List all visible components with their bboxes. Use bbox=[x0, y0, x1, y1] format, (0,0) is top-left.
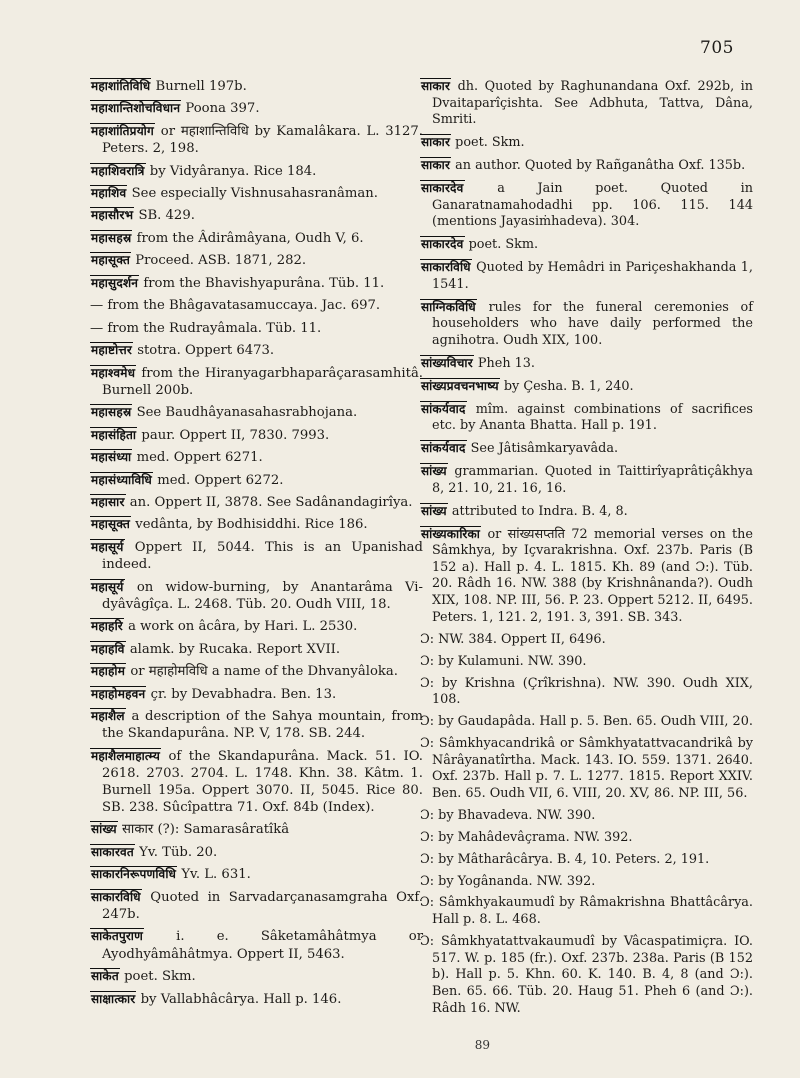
entry-headword: महासूक्त bbox=[91, 517, 131, 532]
entry-headword: महासार bbox=[91, 495, 125, 510]
entry-text: Proceed. ASB. 1871, 282. bbox=[135, 253, 307, 269]
catalogue-entry bbox=[420, 440, 753, 458]
entry-headword: साकार bbox=[421, 79, 451, 93]
entry-headword: साकारविधि bbox=[421, 260, 471, 275]
catalogue-entry bbox=[420, 736, 753, 803]
entry-headword: सांख्य bbox=[421, 464, 447, 479]
entry-text: çr. by Devabhadra. Ben. 13. bbox=[150, 686, 337, 702]
catalogue-entry bbox=[90, 748, 423, 817]
entry-headword: महाशान्तिशोचविधान bbox=[91, 101, 181, 116]
entry-headword: महासंध्याविधि bbox=[91, 472, 153, 487]
entry-text: an author. Quoted by Rañganâtha Oxf. 135b. bbox=[455, 158, 746, 174]
entry-text: alamk. by Rucaka. Report XVII. bbox=[129, 641, 341, 657]
catalogue-entry bbox=[420, 134, 753, 152]
entry-text: Poona 397. bbox=[185, 101, 260, 117]
entry-text: from the Hiranyagarbhaparâçarasamhitâ. Burnell 200b. bbox=[102, 365, 423, 398]
catalogue-entry bbox=[420, 852, 753, 869]
entry-text: See Baudhâyanasahasrabhojana. bbox=[136, 405, 358, 421]
catalogue-entry bbox=[420, 378, 753, 396]
catalogue-entry bbox=[420, 463, 753, 497]
entry-headword: महाशैलमाहात्म्य bbox=[91, 748, 160, 763]
entry-text: Yv. Tüb. 20. bbox=[139, 844, 218, 860]
entry-text: mîm. against combinations of sacrifices etc. by Ananta Bhatta. Hall p. 191. bbox=[432, 401, 753, 434]
catalogue-entry bbox=[90, 494, 423, 511]
entry-text: i. e. Sâketamâhâtmya or Ayodhyâmâhâtmya. Oppert II, 5463. bbox=[102, 929, 423, 962]
entry-headword: साकारवत bbox=[91, 844, 134, 859]
entry-text: See especially Vishnusahasranâman. bbox=[131, 185, 378, 201]
catalogue-entry bbox=[420, 355, 753, 373]
catalogue-entry bbox=[420, 676, 753, 709]
entry-text: by Çesha. B. 1, 240. bbox=[503, 378, 634, 394]
entry-text: a description of the Sahya mountain, from the Skandapurâna. NP. V, 178. SB. 244. bbox=[102, 708, 423, 742]
entry-text: Ɔ: by Bhavadeva. NW. 390. bbox=[420, 807, 596, 823]
entry-text: stotra. Oppert 6473. bbox=[137, 343, 275, 359]
catalogue-entry bbox=[420, 157, 753, 175]
entry-text: vedânta, by Bodhisiddhi. Rice 186. bbox=[135, 517, 368, 533]
entry-headword: महासंहिता bbox=[91, 427, 137, 442]
entry-text: an. Oppert II, 3878. See Sadânandagirîya. bbox=[129, 495, 413, 511]
entry-headword: सांकर्यवाद bbox=[421, 401, 466, 416]
catalogue-entry bbox=[90, 252, 423, 269]
catalogue-entry bbox=[420, 714, 753, 731]
entry-text: attributed to Indra. B. 4, 8. bbox=[451, 503, 628, 519]
entry-text: Ɔ: Sâmkhyatattvakaumudî by Vâcaspatimiçra. IO. 517. W. p. 185 (fr.). Oxf. 237b. 238a. Paris (B 152 b). Hall p. 5. Khn. 60. K. 140. B. 4, 8 (and Ɔ:). Ben. 65. 66. Tüb. 20. Haug 51. Pheh 6 (and Ɔ:). Râdh 16. NW. bbox=[420, 934, 753, 1016]
entry-text: साकार (?): Samarasâratîkâ bbox=[122, 822, 290, 838]
entry-headword: साकारविधि bbox=[91, 889, 141, 904]
catalogue-entry bbox=[90, 618, 423, 635]
entry-text: — from the Rudrayâmala. Tüb. 11. bbox=[90, 320, 322, 336]
catalogue-entry bbox=[420, 830, 753, 847]
entry-text: SB. 429. bbox=[138, 208, 195, 224]
catalogue-entry bbox=[90, 821, 423, 838]
catalogue-entry bbox=[420, 934, 753, 1017]
catalogue-entry bbox=[90, 123, 423, 157]
entry-text: or महाहोमविधि a name of the Dhvanyâloka. bbox=[130, 664, 398, 680]
entry-text: on widow-burning, by Anantarâma Vidyâvâgîça. L. 2468. Tüb. 20. Oudh VIII, 18. bbox=[102, 579, 423, 612]
entry-headword: महाहोम bbox=[91, 664, 126, 679]
entry-headword: महाष्टोत्तर bbox=[91, 343, 132, 358]
entry-headword: साकारदेव bbox=[421, 237, 464, 252]
catalogue-entry bbox=[90, 663, 423, 680]
catalogue-entry bbox=[90, 100, 423, 117]
catalogue-entry bbox=[420, 874, 753, 891]
entry-headword: महासुदर्शन bbox=[91, 275, 139, 290]
catalogue-entry bbox=[90, 708, 423, 742]
entry-headword: सांख्य bbox=[91, 822, 117, 837]
catalogue-entry bbox=[90, 404, 423, 421]
entry-headword: महाशांतिविधि bbox=[91, 79, 151, 93]
catalogue-entry bbox=[420, 526, 753, 627]
entry-text: from the Bhavishyapurâna. Tüb. 11. bbox=[143, 275, 385, 291]
entry-text: by Vidyâranya. Rice 184. bbox=[149, 163, 317, 179]
entry-headword: महासहस्र bbox=[91, 405, 132, 420]
catalogue-entry bbox=[420, 654, 753, 671]
catalogue-entry bbox=[90, 928, 423, 962]
entry-text: paur. Oppert II, 7830. 7993. bbox=[141, 427, 330, 443]
catalogue-entry bbox=[90, 968, 423, 985]
entry-text: Ɔ: by Gaudapâda. Hall p. 5. Ben. 65. Oudh VIII, 20. bbox=[420, 714, 753, 730]
entry-text: Ɔ: by Yogânanda. NW. 392. bbox=[420, 873, 596, 889]
entry-headword: महासूक्त bbox=[91, 253, 131, 268]
catalogue-entry bbox=[420, 236, 753, 254]
catalogue-entry bbox=[90, 427, 423, 444]
entry-text: Ɔ: by Krishna (Çrîkrishna). NW. 390. Oudh XIX, 108. bbox=[420, 675, 753, 708]
entry-text: poet. Skm. bbox=[468, 237, 539, 253]
entry-headword: सांख्यप्रवचनभाष्य bbox=[421, 378, 499, 393]
entry-headword: साकारदेव bbox=[421, 181, 464, 196]
entry-headword: महाश्वमेध bbox=[91, 365, 136, 380]
catalogue-entry bbox=[90, 539, 423, 573]
entry-headword: महासंध्या bbox=[91, 450, 132, 465]
entry-headword: साग्निकविधि bbox=[421, 299, 476, 314]
catalogue-entry bbox=[420, 503, 753, 521]
catalogue-entry bbox=[90, 320, 423, 337]
entry-headword: साक्षात्कार bbox=[91, 991, 136, 1006]
entry-headword: महाशैल bbox=[91, 708, 125, 723]
entry-text: med. Oppert 6272. bbox=[157, 472, 284, 488]
catalogue-entry bbox=[90, 163, 423, 180]
entry-text: poet. Skm. bbox=[455, 135, 525, 151]
catalogue-entry bbox=[420, 808, 753, 825]
entry-headword: साकार bbox=[421, 158, 451, 173]
catalogue-entry bbox=[90, 516, 423, 533]
catalogue-entry bbox=[420, 299, 753, 350]
entry-headword: साकारनिरूपणविधि bbox=[91, 867, 177, 882]
catalogue-entry bbox=[90, 472, 423, 489]
entry-headword: महासहस्र bbox=[91, 230, 132, 245]
page-number: 705 bbox=[700, 38, 734, 58]
catalogue-entry bbox=[420, 78, 753, 129]
catalogue-entry bbox=[90, 866, 423, 883]
entry-text: poet. Skm. bbox=[124, 969, 196, 985]
entry-headword: महाहरि bbox=[91, 619, 123, 634]
entry-headword: साकार bbox=[421, 135, 451, 150]
entry-text: Quoted by Hemâdri in Pariçeshakhanda 1, 1541. bbox=[432, 260, 753, 292]
entry-text: Quoted in Sarvadarçanasamgraha Oxf. 247b. bbox=[102, 889, 423, 922]
entry-text: rules for the funeral ceremonies of householders who have daily performed the agnihotra. Oudh XIX, 100. bbox=[432, 299, 753, 348]
entry-headword: सांख्यविचार bbox=[421, 355, 473, 370]
catalogue-entry bbox=[90, 297, 423, 314]
entry-headword: सांख्य bbox=[421, 503, 447, 518]
catalogue-entry bbox=[90, 78, 423, 95]
catalogue-entry bbox=[90, 275, 423, 292]
entry-headword: सांकर्यवाद bbox=[421, 441, 466, 456]
catalogue-entry bbox=[90, 230, 423, 247]
catalogue-entry bbox=[90, 342, 423, 359]
entry-text: Ɔ: Sâmkhyakaumudî by Râmakrishna Bhattâcârya. Hall p. 8. L. 468. bbox=[420, 895, 753, 928]
entry-text: dh. Quoted by Raghunandana Oxf. 292b, in Dvaitaparîçishta. See Adbhuta, Tattva, Dâna, Smriti. bbox=[432, 79, 753, 128]
entry-text: Ɔ: by Kulamuni. NW. 390. bbox=[420, 653, 587, 669]
entry-text: grammarian. Quoted in Taittirîyaprâtiçâkhya 8, 21. 10, 21. 16, 16. bbox=[432, 464, 753, 496]
catalogue-entry bbox=[90, 579, 423, 613]
catalogue-entry bbox=[90, 686, 423, 703]
entry-text: a Jain poet. Quoted in Ganaratnamahodadhi pp. 106. 115. 144 (mentions Jayasiṁhadeva). 304. bbox=[432, 181, 753, 230]
entry-text: Ɔ: by Mahâdevâçrama. NW. 392. bbox=[420, 829, 633, 845]
catalogue-entry bbox=[90, 889, 423, 923]
entry-headword: महाहवि bbox=[91, 641, 125, 656]
catalogue-entry bbox=[90, 641, 423, 658]
entry-text: by Vallabhâcârya. Hall p. 146. bbox=[140, 991, 342, 1007]
signature-mark: 89 bbox=[474, 1038, 490, 1052]
entry-text: or महाशान्तिविधि by Kamalâkara. L. 3127. Peters. 2, 198. bbox=[102, 123, 424, 157]
entry-text: or सांख्यसप्तति 72 memorial verses on the Sâmkhya, by Içvarakrishna. Oxf. 237b. Paris (B 152 a). Hall p. 4. L. 1815. Kh. 89 (and Ɔ:). Tüb. 20. Râdh 16. NW. 388 (by Krishnânanda?). Oudh XIX, 108. NP. III, 56. P. 23. Oppert 5212. II, 6495. Peters. 1, 121. 2, 191. 3, 391. SB. 343. bbox=[432, 526, 754, 625]
catalogue-entry bbox=[90, 185, 423, 202]
entry-headword: महासूर्य bbox=[91, 579, 124, 594]
entry-text: of the Skandapurâna. Mack. 51. IO. 2618. 2703. 2704. L. 1748. Khn. 38. Kâtm. 1. Burnell 195a. Oppert 3070. II, 5045. Rice 80. SB. 238. Sûcîpattra 71. Oxf. 84b (Index). bbox=[102, 748, 423, 816]
entry-text: med. Oppert 6271. bbox=[136, 450, 263, 466]
right-column bbox=[420, 78, 753, 1022]
entry-text: Pheh 13. bbox=[477, 355, 535, 371]
entry-text: Ɔ: by Mâtharâcârya. B. 4, 10. Peters. 2, 191. bbox=[420, 851, 710, 867]
catalogue-entry bbox=[90, 991, 423, 1008]
catalogue-entry bbox=[420, 632, 753, 649]
left-column bbox=[90, 78, 423, 1013]
catalogue-entry bbox=[90, 844, 423, 861]
entry-headword: महाहोमहवन bbox=[91, 686, 146, 701]
entry-text: — from the Bhâgavatasamuccaya. Jac. 697. bbox=[90, 298, 381, 314]
catalogue-entry bbox=[90, 207, 423, 224]
entry-headword: साकेत bbox=[91, 969, 119, 984]
entry-text: from the Âdirâmâyana, Oudh V, 6. bbox=[136, 230, 364, 246]
catalogue-entry bbox=[420, 259, 753, 293]
entry-headword: महाशिवरात्रि bbox=[91, 163, 145, 178]
catalogue-entry bbox=[420, 180, 753, 231]
catalogue-entry bbox=[420, 401, 753, 435]
entry-headword: महाशिव bbox=[91, 185, 127, 200]
entry-text: Ɔ: Sâmkhyacandrikâ or Sâmkhyatattvacandrikâ by Nârâyanatîrtha. Mack. 143. IO. 559. 1371. 2640. Oxf. 237b. Hall p. 7. L. 1277. 1815. Report XXIV. Ben. 65. Oudh VII, 6. VIII, 20. XV, 86. NP. III, 56. bbox=[420, 735, 753, 801]
entry-headword: सांख्यकारिका bbox=[421, 526, 481, 541]
entry-text: See Jâtisâmkaryavâda. bbox=[470, 441, 619, 457]
entry-headword: महाशांतिप्रयोग bbox=[91, 123, 154, 138]
entry-text: a work on âcâra, by Hari. L. 2530. bbox=[128, 619, 358, 635]
catalogue-entry bbox=[90, 365, 423, 399]
entry-text: Oppert II, 5044. This is an Upanishad indeed. bbox=[102, 539, 423, 573]
entry-headword: महासौरभ bbox=[91, 208, 134, 223]
entry-headword: महासूर्य bbox=[91, 539, 124, 554]
entry-text: Yv. L. 631. bbox=[181, 867, 251, 883]
catalogue-entry bbox=[420, 895, 753, 928]
entry-text: Ɔ: NW. 384. Oppert II, 6496. bbox=[420, 631, 606, 647]
entry-text: Burnell 197b. bbox=[155, 79, 247, 94]
entry-headword: साकेतपुराण bbox=[91, 929, 143, 944]
catalogue-entry bbox=[90, 449, 423, 466]
